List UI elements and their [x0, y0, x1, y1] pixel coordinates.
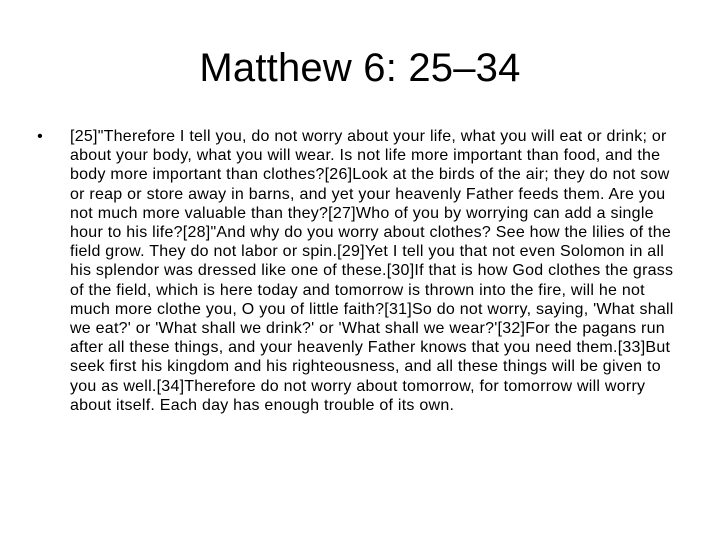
- bullet-icon: •: [37, 128, 43, 145]
- slide-title: Matthew 6: 25–34: [199, 46, 521, 90]
- bullet-list: [30, 127, 690, 415]
- scripture-text: [25]"Therefore I tell you, do not worry about your life, what you will eat or drink; or about your body, what you will wear. Is not life more important than food, and the body more important than clothes?[26]Look at the birds of the air; they do not sow or reap or store away in barns, and yet your heavenly Father feeds them. Are you not much more valuable than they?[27]Who of you by worrying can add a single hour to his life?[28]"And why do you worry about clothes? See how the lilies of the field grow. They do not labor or spin.[29]Yet I tell you that not even Solomon in all his splendor was dressed like one of these.[30]If that is how God clothes the grass of the field, which is here today and tomorrow is thrown into the fire, will he not much more clothe you, O you of little faith?[31]So do not worry, saying, 'What shall we eat?' or 'What shall we drink?' or 'What shall we wear?'[32]For the pagans run after all these things, and your heavenly Father knows that you need them.[33]But seek first his kingdom and his righteousness, and all these things will be given to you as well.[34]Therefore do not worry about tomorrow, for tomorrow will worry about itself. Each day has enough trouble of its own.: [70, 128, 674, 414]
- bullet-item: [30, 127, 690, 415]
